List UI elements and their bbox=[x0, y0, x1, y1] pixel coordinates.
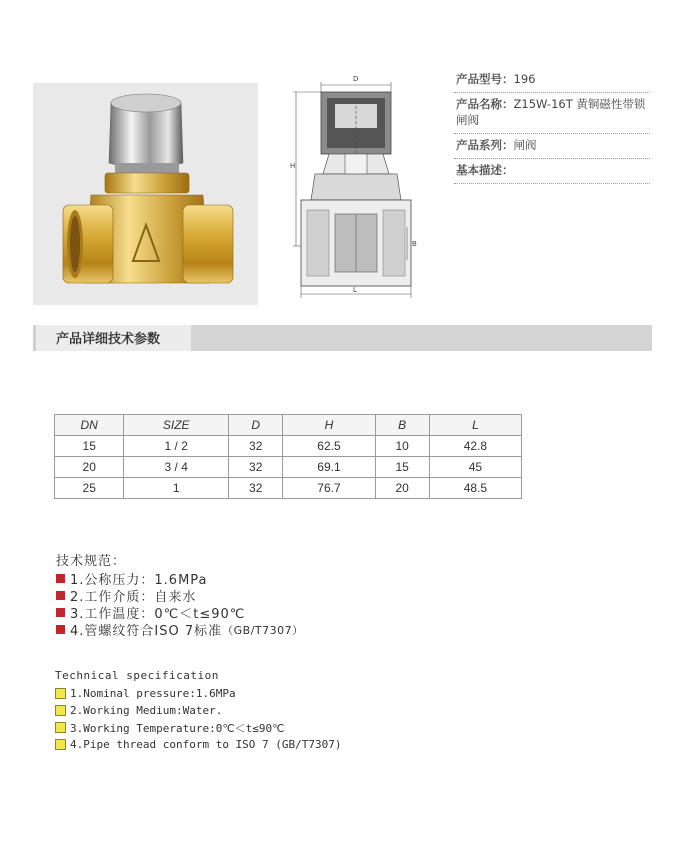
table-cell: 3 / 4 bbox=[124, 457, 229, 478]
table-cell: 15 bbox=[55, 436, 124, 457]
cn-spec-title: 技术规范： bbox=[56, 554, 127, 569]
list-item bbox=[55, 702, 342, 719]
product-model-value: 196 bbox=[513, 72, 536, 86]
list-item bbox=[55, 736, 342, 753]
product-name-value: Z15W-16T 黄铜磁性带锁闸阀 bbox=[456, 97, 646, 127]
table-cell: 20 bbox=[55, 457, 124, 478]
table-cell: 32 bbox=[229, 457, 283, 478]
table-cell: 45 bbox=[429, 457, 521, 478]
product-photo bbox=[33, 83, 258, 305]
list-item bbox=[56, 604, 304, 621]
product-series-value: 闸阀 bbox=[513, 138, 537, 152]
table-row bbox=[55, 436, 522, 457]
product-name-label: 产品名称： bbox=[456, 97, 514, 111]
table-cell: 69.1 bbox=[283, 457, 375, 478]
product-series-row bbox=[454, 134, 650, 159]
valve-section-drawing bbox=[285, 70, 435, 300]
list-item bbox=[55, 719, 342, 736]
list-item bbox=[56, 621, 304, 638]
product-name-row bbox=[454, 93, 650, 134]
table-row bbox=[55, 478, 522, 499]
cn-spec-item: 4.管螺纹符合ISO 7标准 bbox=[70, 624, 223, 639]
yellow-square-bullet-icon bbox=[55, 722, 66, 733]
red-square-bullet-icon bbox=[56, 625, 65, 634]
product-info bbox=[454, 68, 650, 184]
product-desc-row bbox=[454, 159, 650, 184]
table-cell: 42.8 bbox=[429, 436, 521, 457]
red-square-bullet-icon bbox=[56, 608, 65, 617]
col-l-header: L bbox=[429, 415, 521, 436]
section-bar bbox=[33, 325, 652, 351]
dim-l-label: L bbox=[353, 286, 357, 294]
en-spec-item: 3.Working Temperature:0℃＜t≤90℃ bbox=[70, 721, 285, 735]
en-spec-item: 4.Pipe thread conform to ISO 7 (GB/T7307) bbox=[70, 738, 342, 751]
col-dn-header: DN bbox=[55, 415, 124, 436]
product-model-row bbox=[454, 68, 650, 93]
yellow-square-bullet-icon bbox=[55, 705, 66, 716]
red-square-bullet-icon bbox=[56, 591, 65, 600]
product-desc-label: 基本描述： bbox=[456, 163, 514, 177]
cn-spec bbox=[56, 550, 304, 638]
table-header-row bbox=[55, 415, 522, 436]
en-spec-item: 1.Nominal pressure:1.6MPa bbox=[70, 687, 236, 700]
table-cell: 32 bbox=[229, 436, 283, 457]
yellow-square-bullet-icon bbox=[55, 688, 66, 699]
en-spec-title: Technical specification bbox=[55, 669, 219, 682]
col-d-header: D bbox=[229, 415, 283, 436]
cn-spec-item: 2.工作介质：自来水 bbox=[70, 590, 197, 605]
red-square-bullet-icon bbox=[56, 574, 65, 583]
table-cell: 10 bbox=[375, 436, 429, 457]
en-spec bbox=[55, 669, 342, 753]
product-series-label: 产品系列： bbox=[456, 138, 514, 152]
dim-b-label: B bbox=[412, 240, 417, 248]
dim-d-label: D bbox=[353, 75, 359, 83]
yellow-square-bullet-icon bbox=[55, 739, 66, 750]
table-cell: 25 bbox=[55, 478, 124, 499]
table-cell: 62.5 bbox=[283, 436, 375, 457]
list-item bbox=[56, 587, 304, 604]
table-cell: 1 / 2 bbox=[124, 436, 229, 457]
table-cell: 20 bbox=[375, 478, 429, 499]
col-size-header: SIZE bbox=[124, 415, 229, 436]
en-spec-item: 2.Working Medium:Water. bbox=[70, 704, 223, 717]
product-model-label: 产品型号： bbox=[456, 72, 514, 86]
table-cell: 32 bbox=[229, 478, 283, 499]
spec-table bbox=[54, 414, 522, 499]
cn-spec-item: 1.公称压力：1.6MPa bbox=[70, 573, 208, 588]
cn-spec-item: 3.工作温度：0℃＜t≤90℃ bbox=[70, 607, 246, 622]
dim-h-label: H bbox=[290, 162, 296, 170]
cn-spec-item-suffix: （GB/T7307） bbox=[222, 623, 304, 637]
table-cell: 48.5 bbox=[429, 478, 521, 499]
col-b-header: B bbox=[375, 415, 429, 436]
col-h-header: H bbox=[283, 415, 375, 436]
list-item bbox=[55, 685, 342, 702]
section-title: 产品详细技术参数 bbox=[33, 325, 191, 351]
table-row bbox=[55, 457, 522, 478]
table-cell: 1 bbox=[124, 478, 229, 499]
table-cell: 15 bbox=[375, 457, 429, 478]
table-cell: 76.7 bbox=[283, 478, 375, 499]
list-item bbox=[56, 570, 304, 587]
